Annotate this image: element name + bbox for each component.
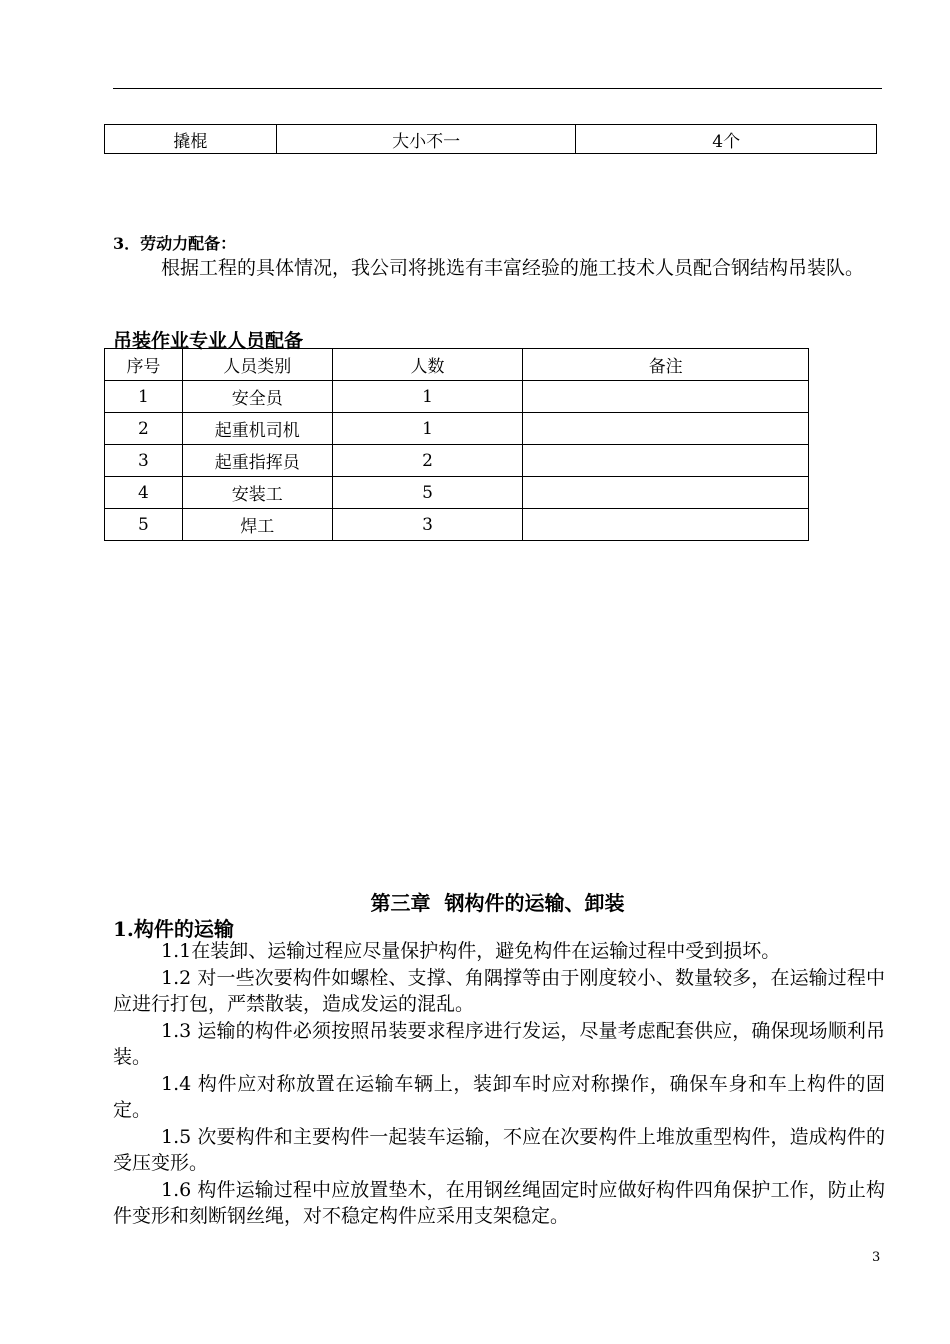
table-cell: 撬棍 xyxy=(105,125,277,154)
table-cell: 起重指挥员 xyxy=(182,445,332,477)
table-cell: 安全员 xyxy=(182,381,332,413)
section-subheading: 1.构件的运输 xyxy=(113,917,234,941)
column-header: 序号 xyxy=(105,349,183,381)
table-cell: 安装工 xyxy=(182,477,332,509)
table-cell: 2 xyxy=(332,445,523,477)
tool-table xyxy=(104,124,877,154)
table-cell: 4 xyxy=(105,477,183,509)
header-rule xyxy=(113,88,882,89)
table-header-row xyxy=(105,349,809,381)
table-cell xyxy=(523,509,809,541)
table-cell: 5 xyxy=(332,477,523,509)
table-cell xyxy=(523,413,809,445)
table-cell: 焊工 xyxy=(182,509,332,541)
table-row xyxy=(105,477,809,509)
staff-table xyxy=(104,348,809,541)
table-caption: 吊装作业专业人员配备 xyxy=(113,330,304,352)
list-item: 1.1在装卸、运输过程应尽量保护构件，避免构件在运输过程中受到损坏。 xyxy=(161,940,781,962)
column-header: 人数 xyxy=(332,349,523,381)
list-item: 1.5 次要构件和主要构件一起装车运输，不应在次要构件上堆放重型构件，造成构件的受压变形。 xyxy=(113,1125,885,1174)
table-cell: 4个 xyxy=(576,125,877,154)
page-number: 3 xyxy=(872,1250,881,1265)
list-item: 1.4 构件应对称放置在运输车辆上，装卸车时应对称操作，确保车身和车上构件的固定。 xyxy=(113,1072,885,1121)
table-cell: 大小不一 xyxy=(276,125,576,154)
section-heading: 3．劳动力配备： xyxy=(113,234,237,253)
table-cell: 1 xyxy=(332,413,523,445)
table-row xyxy=(105,125,877,154)
table-cell xyxy=(523,381,809,413)
table-row xyxy=(105,381,809,413)
column-header: 备注 xyxy=(523,349,809,381)
table-cell: 3 xyxy=(332,509,523,541)
transport-items xyxy=(113,938,885,1230)
list-item: 1.2 对一些次要构件如螺栓、支撑、角隅撑等由于刚度较小、数量较多，在运输过程中应进行打包，严禁散装，造成发运的混乱。 xyxy=(113,966,885,1015)
table-cell: 1 xyxy=(105,381,183,413)
chapter-title: 第三章 钢构件的运输、卸装 xyxy=(370,891,625,915)
table-cell xyxy=(523,477,809,509)
table-cell: 2 xyxy=(105,413,183,445)
table-row xyxy=(105,509,809,541)
table-cell xyxy=(523,445,809,477)
column-header: 人员类别 xyxy=(182,349,332,381)
table-row xyxy=(105,445,809,477)
list-item: 1.3 运输的构件必须按照吊装要求程序进行发运，尽量考虑配套供应，确保现场顺利吊装。 xyxy=(113,1019,885,1068)
list-item: 1.6 构件运输过程中应放置垫木，在用钢丝绳固定时应做好构件四角保护工作，防止构件变形和刻断钢丝绳，对不稳定构件应采用支架稳定。 xyxy=(113,1178,885,1227)
table-row xyxy=(105,413,809,445)
table-cell: 3 xyxy=(105,445,183,477)
section-paragraph: 根据工程的具体情况，我公司将挑选有丰富经验的施工技术人员配合钢结构吊装队。 xyxy=(161,257,865,279)
table-cell: 1 xyxy=(332,381,523,413)
table-cell: 5 xyxy=(105,509,183,541)
table-cell: 起重机司机 xyxy=(182,413,332,445)
